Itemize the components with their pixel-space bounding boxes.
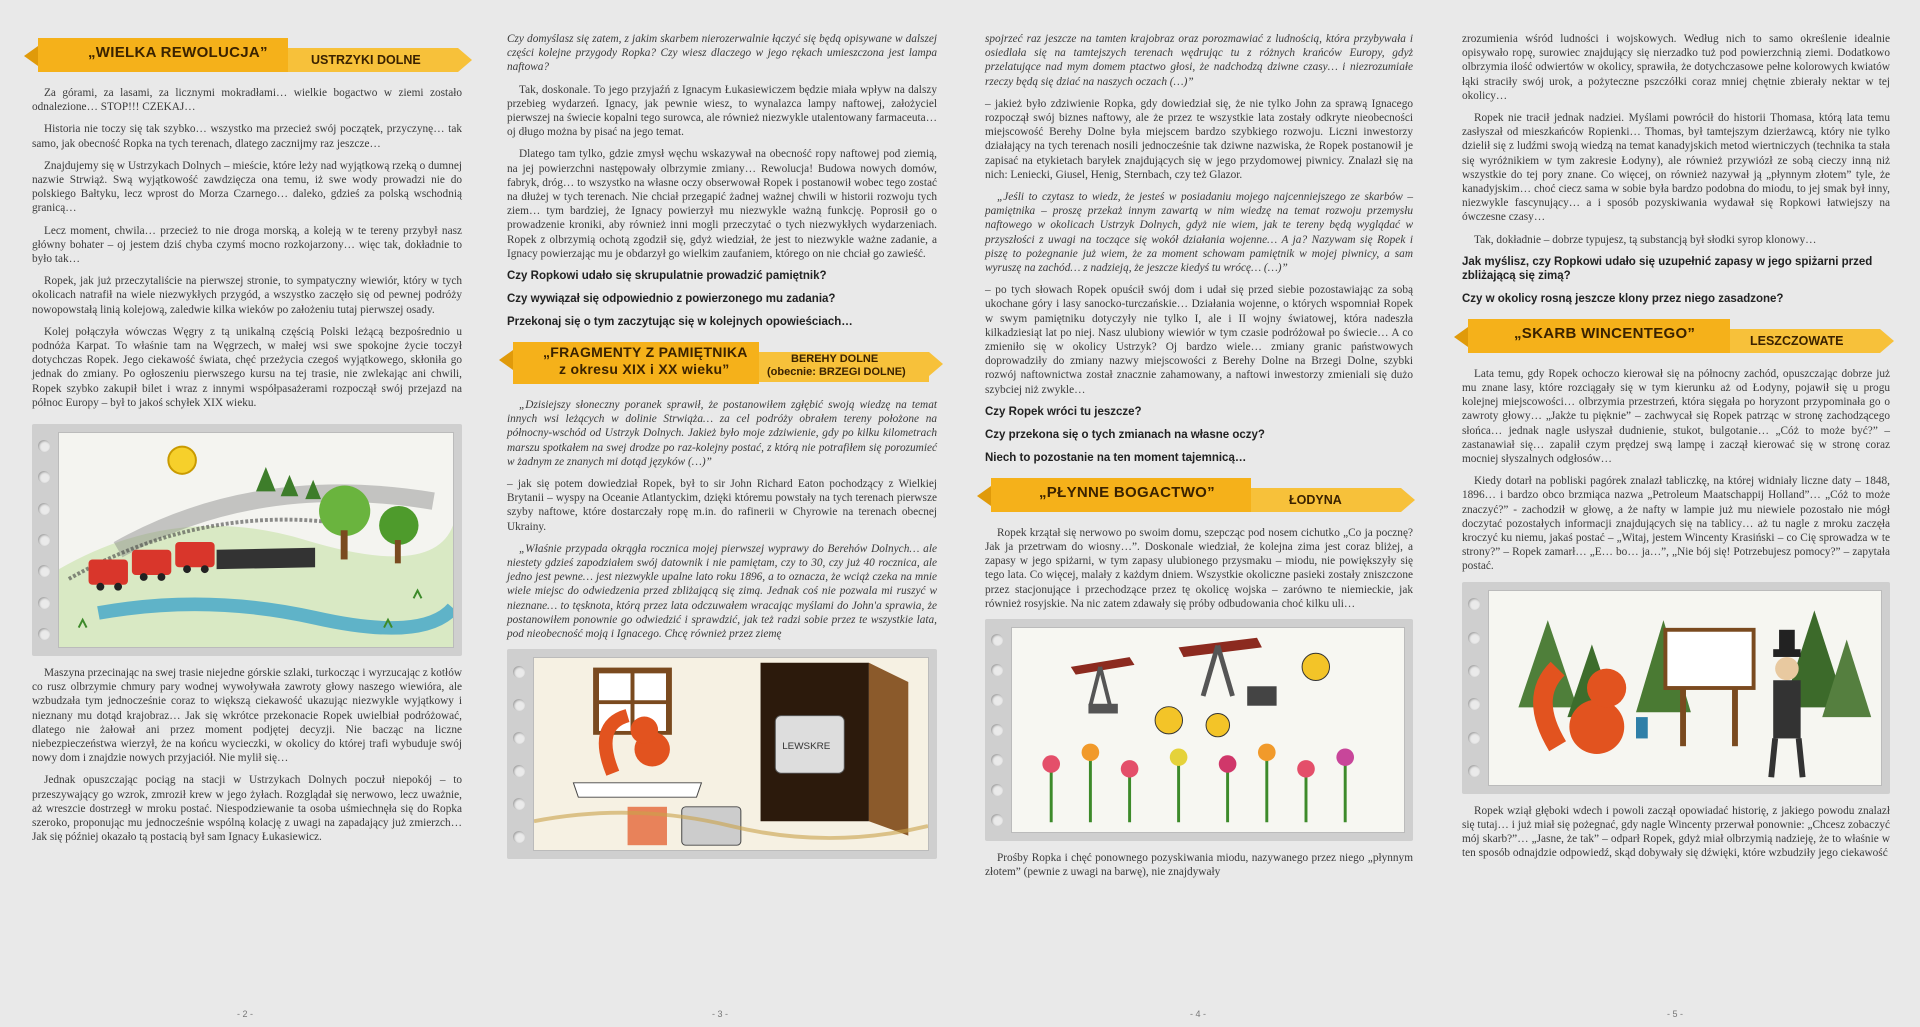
paragraph: Historia nie toczy się tak szybko… wszystko ma przecież swój początek, przyczynę… tak samo, jak obecność Ropka na tych terenach, dlatego zacznijmy raz jeszcze… xyxy=(32,123,462,150)
question: Czy przekona się o tych zmianach na własne oczy? xyxy=(985,428,1265,441)
paragraph: zrozumienia wśród ludności i wojskowych. Według nich to samo określenie idealnie opisywało ropę, surowiec znajdujący się nierzadko tuż pod powierzchnią ziemi. Dodatkowo olbrzymia ilość odwiertów w okolicy, sprawiła, że dotychczasowe pełne kolorowych kwiatów łąki straciły swój urok, a pożyteczne pszczółki coraz mniej chętnie zbierały nektar w tej okolicy… xyxy=(1462,33,1890,102)
paragraph: Kolej połączyła wówczas Węgry z tą unikalną częścią Polski leżącą bezpośrednio u podnóża Karpat. To właśnie tam na Węgrzech, w małej wsi swe spokojne życie toczył dotychczas Ropek. Jego ciekawość świata, chęć przeżycia czegoś wyjątkowego, skłoniła go jednak do zmiany. Po ogłoszeniu pierwszego kursu na tej trasie, nie zwlekając ani chwili, Ropek szybko zakupił bilet i wraz z innymi współpasażerami rozpoczął swój przejazd na północ Europy – był to jakoś schyłek XIX wieku. xyxy=(32,325,462,409)
paragraph: – jakież było zdziwienie Ropka, gdy dowiedział się, że nie tylko John za sprawą Ignacego rozpoczął swój biznes naftowy, ale że przez te wszystkie lata zostały odkryte nieobecności miejscowość Berehy Dolne była miejscem bardzo szybkiego rozwoju. Liczni inwestorzy działający na tych terenach nosili jednocześnie tak dziwne nazwiska, że Ropek postanowił je zapisać na etykietach baryłek znajdujących się w jego przydomowej piwnicy. Znalazł się na nich: Leniecki, Giusel, Henig, Sternbach, czy też Glazor. xyxy=(985,97,1413,181)
paragraph: Lata temu, gdy Ropek ochoczo kierował się na północny zachód, opuszczając dobrze już mu znane lasy, które rozciągały się w tym kierunku aż od Łodyny, pojawił się u progu kolejnej miejscowości… olbrzymia przestrzeń, która sięgała po horyzont przypominała go o zawroty głowy… „Jakże tu pięknie” – zachwycał się Ropek patrząc w stronę zachodzącego słońca… jednak nagle usłyszał dudnienie, stukot, bulgotanie… „Cóż to może być?” – zastanawiał się… zapalił czym prędzej swą lampę i zaczął kierować się w stronę coraz mocniej słyszalnych odgłosów… xyxy=(1462,367,1890,466)
paragraph: Ropek wziął głęboki wdech i powoli zaczął opowiadać historię, z jakiego powodu znalazł się tutaj… i już miał się pożegnać, gdy nagle Wincenty przerwał ponownie: „Chcesz zobaczyć mój skarb?”… „Jasne, że tak” – odparł Ropek, gdyż miał olbrzymią nadzieję, że to właśnie w ten sposób odnajdzie odpowiedź, skąd dobywały się dźwięki, które wzbudziły jego ciekawość xyxy=(1462,804,1890,860)
intro-question-italic: Czy domyślasz się zatem, z jakim skarbem nierozerwalnie łączyć się będą opisywane w dalszej części kolejne przygody Ropka? Czy wiesz dlaczego w jego rękach umieszczona jest lampa naftowa? xyxy=(507,33,937,74)
paragraph: Tak, dokładnie – dobrze typujesz, tą substancją był słodki syrop klonowy… xyxy=(1474,233,1817,246)
question: Czy Ropkowi udało się skrupulatnie prowadzić pamiętnik? xyxy=(507,270,827,283)
page-3 xyxy=(507,0,937,1027)
question: Czy Ropek wróci tu jeszcze? xyxy=(985,405,1142,418)
page-4 xyxy=(985,0,1413,1027)
paragraph: Za górami, za lasami, za licznymi mokradłami… wielkie bogactwo w ziemi zostało odnalezione… STOP!!! CZEKAJ… xyxy=(32,87,462,114)
page-2 xyxy=(32,0,462,1027)
question: Jak myślisz, czy Ropkowi udało się uzupełnić zapasy w jego spiżarni przed zbliżającą się zimą? xyxy=(1462,255,1873,282)
oil-pumps-bees-illustration xyxy=(985,619,1413,841)
page-number: - 3 - xyxy=(712,1009,729,1019)
train-illustration xyxy=(32,424,462,656)
section-place-line1: BEREHY DOLNE xyxy=(791,353,879,366)
question: Przekonaj się o tym zaczytując się w kolejnych opowieściach… xyxy=(507,316,853,329)
oil-field-drawing xyxy=(1012,628,1404,832)
section-title: „WIELKA REWOLUCJA” xyxy=(88,44,268,61)
section-place-line2: (obecnie: BRZEGI DOLNE) xyxy=(767,366,906,379)
train-landscape-drawing xyxy=(59,433,453,647)
squirrel-and-wincenty-illustration xyxy=(1462,582,1890,794)
question: Niech to pozostanie na ten moment tajemnicą… xyxy=(985,451,1247,464)
page-number: - 4 - xyxy=(1190,1009,1207,1019)
banner-plynne-bogactwo xyxy=(979,474,1413,516)
paragraph: Kiedy dotarł na pobliski pagórek znalazł tabliczkę, na której widniały liczne daty – 1848, 1896… i bardzo obco brzmiąca nazwa „Petroleum Maatschappij Holland”… „Cóż to może znaczyć?” - zachodził w głowę, a że nafty w lampie już mu niewiele pozostało nie mógł doczytać pozostałych informacji znajdujących się na tablicy… aż tu nagle z mroku zaczęła kroczyć ku niemu, jakaś postać – „Witaj, jestem Wincenty Krasiński – co Cię sprowadza w te strony?” – Ropek zamarł… „E… bo… ja…”, „Nie bój się! Potrzebujesz pomocy?” – zapytała postać. xyxy=(1462,475,1890,573)
diary-quote: „Dzisiejszy słoneczny poranek sprawił, że postanowiłem zgłębić swoją wiedzę na temat innych wsi leżących w dolinie Strwiąża… za cel podróży obrałem tereny położone na północny-wschód od Ustrzyk Dolnych. Jakież było moje zdziwienie, gdy po kilku kilometrach marszu spotkałem na swej drodze po raz-kolejny postać, z którą nie potrafiłem się porozumieć w żadnym ze znanych mi dotąd języków (…)” xyxy=(507,399,937,468)
cellar-drawing xyxy=(534,658,928,850)
diary-quote: spojrzeć raz jeszcze na tamten krajobraz oraz porozmawiać z ludnością, która przybywała i osiedlała się na tamtejszych terenach wędrując tu z różnych krańców Europy, gdyż przelatujące nad mym domem ptactwo głosi, że nadchodzą dziwne czasy… i niezrozumiałe rzeczy będą się dziać na naszych oczach (…)” xyxy=(985,33,1413,88)
question: Czy w okolicy rosną jeszcze klony przez niego zasadzone? xyxy=(1462,292,1784,305)
page-number: - 5 - xyxy=(1667,1009,1684,1019)
paragraph: – jak się potem dowiedział Ropek, był to sir John Richard Eaton pochodzący z Wielkiej Brytanii – wyspy na Oceanie Atlantyckim, dzięki któremu powstały na tych terenach pierwsze szyby naftowe, które dostarczały ropę m.in. do rafinerii w Chyrowie na terenach obecnej Ukrainy. xyxy=(507,478,937,533)
paragraph: Znajdujemy się w Ustrzykach Dolnych – mieście, które leży nad wyjątkową rzeką o dumnej nazwie Strwiąż. Swą wyjątkowość zawdzięcza ona temu, iż swe wody prowadzi nie do polskiego Bałtyku, lecz wprost do Morza Czarnego… daleko, gdzieś za polską wschodnią granicą… xyxy=(32,159,462,215)
forest-encounter-drawing xyxy=(1489,591,1881,785)
section-place: USTRZYKI DOLNE xyxy=(311,53,421,67)
barrel-label: LEWSKRE xyxy=(782,741,831,753)
diary-quote: „Właśnie przypada okrągła rocznica mojej pierwszej wyprawy do Berehów Dolnych… ale niestety gdzieś zapodziałem swój datownik i nie pamiętam, czy to 30, czy już 40 rocznica, ale jedno jest pewne… jest niezwykle upalne lato roku 1896, a to oznacza, że wciąż czeka na mnie wiele miejsc do odwiedzenia przed zbliżającą się zimą. Jednak coś nie pozwala mi ruszyć w nieznane… to tęsknota, którą przez lata odczuwałem wracając myślami do John'a sprawia, że postanowiłem ponownie go odwiedzić i sprawdzić, jak też radzi sobie przez te wszystkie lata, pod nieobecność moją i Ignacego. Chcę również przez ziemę xyxy=(507,542,937,641)
paragraph: Ropek nie tracił jednak nadziei. Myślami powrócił do historii Thomasa, którą lata temu zasłyszał od mieszkańców Ropienki… Thomas, był tamtejszym dzierżawcą, który nie tylko dzielił się z ludźmi swoją wiedzą na temat kanadyjskich metod wiertniczych (technika ta stała się wyróżnikiem w tym zakresie Łodyny), ale również przywiózł ze sobą cieczy inną niż wszystkie do tej pory znane. Co więcej, on również nazywał ją „płynnym złotem” tyle, że kanadyjskim… choć ciecz sama w sobie była bardzo podobna do miodu, to jej smak był inny, niezwykle fascynujący… a i sposób pozyskiwania wydawał się Ropkowi łatwiejszy na ówczesne czasy… xyxy=(1462,112,1890,224)
section-title-line2: z okresu XIX i XX wieku” xyxy=(559,361,730,378)
section-title: „SKARB WINCENTEGO” xyxy=(1514,324,1696,342)
paragraph: Dlatego tam tylko, gdzie zmysł węchu wskazywał na obecność ropy naftowej pod ziemią, na jej powierzchni następowały olbrzymie zmiany… Rewolucja! Budowa nowych domów, fabryk, dróg… to wszystko na własne oczy obserwował Ropek i postanowił wobec tego zostać na dłużej w tych terenach. Nie chciał przegapić żadnej ważnej chwili w historii rozwoju tych ziem… tym bardziej, że Ignacy powierzył mu niezwykle ważną funkcję. Poprosił go o prowadzenie kroniki, aby również inni mogli przeczytać o tych niezwykłych wydarzeniach. Ropek z olbrzymią ochotą zgodził się, gdyż wiedział, że jest to niezwykle ważne zadanie, a Ignacy powierzając mu je obdarzył go wielkim zaufaniem, którego on nie chciał go zawieść. xyxy=(507,148,937,260)
paragraph: Maszyna przecinając na swej trasie niejedne górskie szlaki, turkocząc i wyrzucając z kotłów co rusz olbrzymie chmury pary wodnej wywoływała zawroty głowy naszego wiewióra, ale wzbudzała tym jednocześnie coraz to większą ciekawość ukazując niezwykle wyjątkowy i nieznany mu dotąd krajobraz… Jak się wkrótce przekonacie Ropek uwielbiał podróżować, dlatego nie żałował ani przez moment podjętej decyzji. Nie bacząc na liczne niebezpieczeństwa wierzył, że na końcu wycieczki, w okolicy do której trafi wybuduje swój nowy dom i znajdzie nowych przyjaciół. Nie mylił się… xyxy=(32,667,462,765)
paragraph: Ropek, jak już przeczytaliście na pierwszej stronie, to sympatyczny wiewiór, który w tych okolicach natrafił na wiele niezwykłych przygód, a wszystko zaczęło się od pewnej podróży nowopowstałą linią kolejową, zaledwie kilka wieków po założeniu tutaj pierwszej osady. xyxy=(32,275,462,316)
page-5 xyxy=(1462,0,1890,1027)
paragraph: Tak, doskonale. To jego przyjaźń z Ignacym Łukasiewiczem będzie miała wpływ na dalszy przebieg wydarzeń. Ignacy, jak pewnie wiesz, to wynalazca lampy naftowej, założyciel pierwszej na świecie kopalni tego surowca, ale również niezwykle utalentowany farmaceuta… oj długo można by pisać na jego temat. xyxy=(507,83,937,139)
section-title-line1: „FRAGMENTY Z PAMIĘTNIKA xyxy=(543,344,748,361)
section-place: ŁODYNA xyxy=(1289,492,1342,507)
paragraph: – po tych słowach Ropek opuścił swój dom i udał się przed siebie pozostawiając za sobą ukochane góry i lasy sanocko-turczańskie… Działania wojenne, o których wspomniał Ropek w swym pamiętniku dotyczyły nie tylko I, ale i II wojny światowej, która nadeszła kilkadziesiąt lat po niej. Nasz ulubiony wiewiór w tym czasie podróżował po świecie… A co zmieniło się w okolicy Ustrzyk? Oj bardzo wiele… zmiany granic państwowych doprowadziły do zmiany nazwy miejscowości z Berehy Dolne na Brzegi Dolne, szybki rozwój naftownictwa został znacznie zahamowany, a naftowi inwestorzy zmieniali się dużo szybciej niż zwykle… xyxy=(985,284,1413,396)
section-title: „PŁYNNE BOGACTWO” xyxy=(1039,483,1215,501)
paragraph: Lecz moment, chwila… przecież to nie droga morską, a koleją w te tereny przybył nasz główny bohater – oj jestem dziś chyba czymś mocno rozkojarzony… więc tak, dokładnie to było tak… xyxy=(32,224,462,266)
section-place: LESZCZOWATE xyxy=(1750,333,1844,348)
paragraph: Jednak opuszczając pociąg na stacji w Ustrzykach Dolnych poczuł niepokój – to przeszywający go wzrok, zmroził krew w jego żyłach. Rozglądał się nerwowo, lecz uważnie, aż wreszcie dostrzegł w mroku postać. Niespodziewanie ta osoba uśmiechnęła się do Ropka szeroko, proponując mu jednocześnie wspólną kolację z uwagi na zapadający już zmierzch… Jak się później okazało tą postacią był sam Ignacy Łukasiewicz. xyxy=(32,774,462,844)
question: Czy wywiązał się odpowiednio z powierzonego mu zadania? xyxy=(507,293,836,306)
squirrel-writing-illustration xyxy=(507,649,937,859)
paragraph: Ropek krzątał się nerwowo po swoim domu, szepcząc pod nosem cichutko „Co ja pocznę? Jak ja przetrwam do wiosny…”. Doskonale wiedział, że kolejna zima jest coraz bliżej, a zapasy w jego spiżarni, w tym zapasy ulubionego przysmaku – miodu, nie powiększyły się tego lata. Co więcej, malały z każdym dniem. Wszystkie okoliczne pasieki zostały zniszczone przez stacjonujące i przechodzące przez tę okolicę wojska – zarówno te niemieckie, jak również rosyjskie. Na nic zatem zdawały się próby odbudowania choć kilku uli… xyxy=(985,526,1413,610)
diary-quote: „Jeśli to czytasz to wiedz, że jesteś w posiadaniu mojego najcenniejszego ze skarbów – pamiętnika – proszę przekaż innym zawartą w nim wiedzę na temat rozwoju przemysłu naftowego w okolicach Ustrzyk Dolnych, gdyż nie wiem, jak te tereny będą wyglądać w przyszłości z uwagi na toczące się wokół działania wojenne… A ja? Nazywam się Ropek i piszę to pożegnanie już wiem, że za moment schowam pamiętnik w mojej piwnicy, a sam wyruszę na zachód… z nadzieją, że jeszcze kiedyś tu wrócę… (…)” xyxy=(985,191,1413,275)
page-number: - 2 - xyxy=(237,1009,254,1019)
banner-fragmenty xyxy=(501,338,937,388)
paragraph: Prośby Ropka i chęć ponownego pozyskiwania miodu, nazywanego przez niego „płynnym złotem” (pewnie z uwagi na barwę), nie znajdywały xyxy=(985,852,1413,879)
banner-skarb-wincentego xyxy=(1456,315,1890,357)
banner-wielka-rewolucja xyxy=(26,34,462,76)
